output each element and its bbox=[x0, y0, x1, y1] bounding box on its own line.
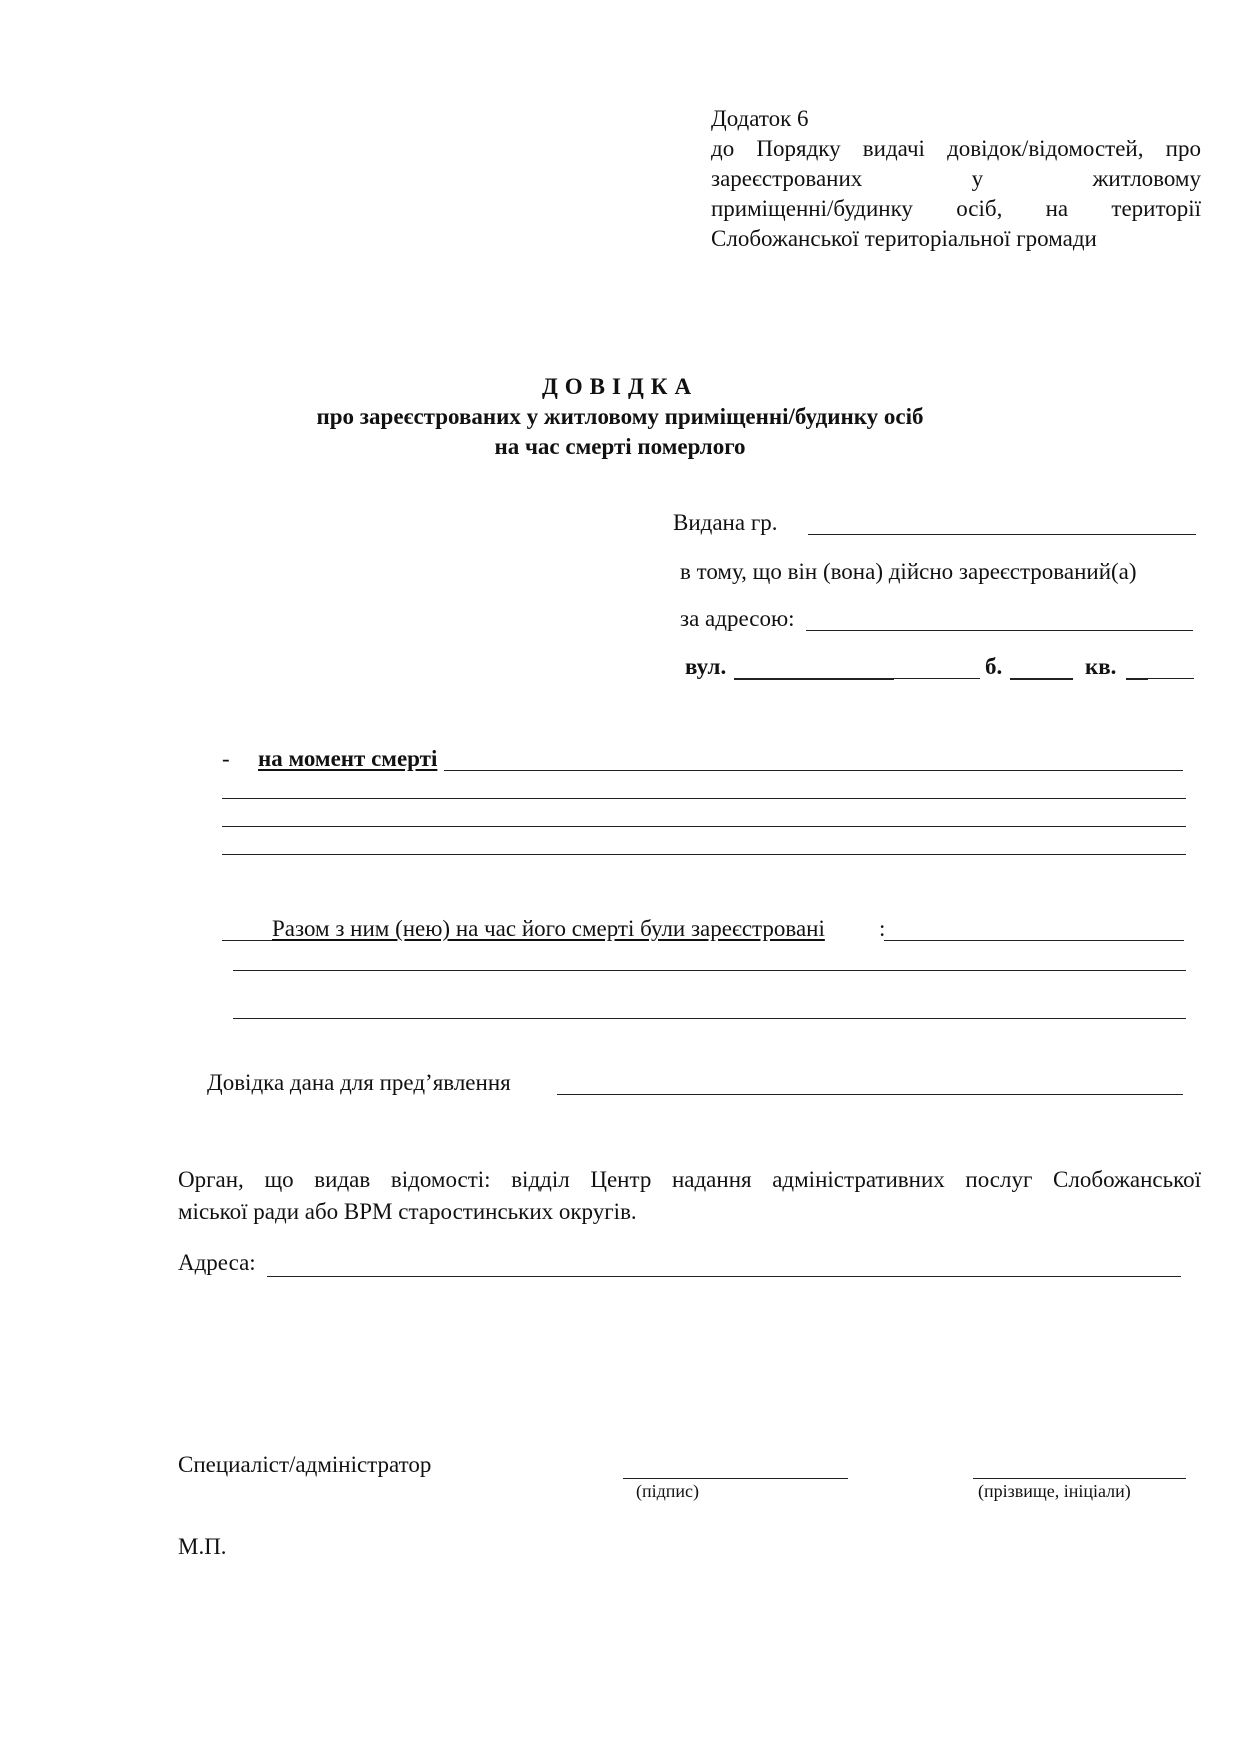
street-field[interactable] bbox=[734, 678, 894, 680]
document-subtitle: на час смерті померлого bbox=[494, 434, 746, 459]
registered-with-field[interactable] bbox=[884, 940, 1184, 941]
registered-with-label: Разом з ним (нею) на час його смерті були зареєстровані bbox=[272, 916, 825, 941]
appendix-line: зареєстрованих у житловому bbox=[711, 166, 1201, 191]
document-title: ДОВІДКА bbox=[541, 374, 699, 399]
authority-address-field[interactable] bbox=[267, 1276, 1181, 1277]
appendix-line: приміщенні/будинку осіб, на території bbox=[711, 196, 1201, 221]
death-moment-line[interactable] bbox=[222, 798, 1186, 799]
registered-with-line[interactable] bbox=[233, 1018, 1186, 1019]
appendix-line: Слобожанської територіальної громади bbox=[711, 226, 1097, 251]
purpose-label: Довідка дана для пред’явлення bbox=[207, 1070, 511, 1095]
purpose-field[interactable] bbox=[557, 1094, 1183, 1095]
registration-statement: в тому, що він (вона) дійсно зареєстрований(а) bbox=[680, 559, 1137, 584]
name-initials-field[interactable] bbox=[973, 1478, 1186, 1479]
street-field-extension[interactable] bbox=[894, 678, 980, 679]
building-field[interactable] bbox=[1010, 678, 1073, 680]
death-moment-line[interactable] bbox=[222, 826, 1186, 827]
issuing-authority-line: міської ради або ВРМ старостинських округів. bbox=[178, 1199, 637, 1224]
address-field[interactable] bbox=[806, 630, 1193, 631]
death-moment-label: на момент смерті bbox=[258, 746, 438, 771]
signature-caption: (підпис) bbox=[636, 1481, 700, 1501]
registered-with-indent-line bbox=[222, 940, 272, 941]
death-moment-line[interactable] bbox=[222, 854, 1186, 855]
list-dash: - bbox=[222, 746, 230, 771]
issuing-authority-line: Орган, що видав відомості: відділ Центр надання адміністративних послуг Слобожанської bbox=[178, 1167, 1201, 1192]
specialist-role-label: Специалiст/адміністратор bbox=[178, 1452, 432, 1477]
signature-field[interactable] bbox=[623, 1478, 848, 1479]
apartment-label: кв. bbox=[1085, 654, 1117, 679]
document-subtitle: про зареєстрованих у житловому приміщенні/будинку осіб bbox=[316, 404, 924, 429]
issued-to-field[interactable] bbox=[808, 534, 1196, 535]
appendix-block bbox=[711, 104, 1201, 254]
street-label: вул. bbox=[685, 654, 727, 679]
building-label: б. bbox=[985, 654, 1003, 679]
appendix-line: до Порядку видачі довідок/відомостей, про bbox=[711, 136, 1201, 161]
name-initials-caption: (прізвище, ініціали) bbox=[978, 1481, 1131, 1501]
stamp-place-label: М.П. bbox=[178, 1534, 227, 1559]
address-label: за адресою: bbox=[680, 606, 795, 631]
authority-address-label: Адреса: bbox=[178, 1250, 256, 1275]
apartment-field[interactable] bbox=[1126, 678, 1148, 680]
registered-with-line[interactable] bbox=[233, 970, 1186, 971]
issuing-authority bbox=[178, 1164, 1201, 1228]
death-moment-field[interactable] bbox=[444, 770, 1183, 771]
registered-with-colon: : bbox=[879, 916, 886, 941]
apartment-field-extension[interactable] bbox=[1148, 678, 1194, 679]
issued-to-label: Видана гр. bbox=[673, 510, 778, 535]
appendix-number: Додаток 6 bbox=[711, 106, 809, 131]
